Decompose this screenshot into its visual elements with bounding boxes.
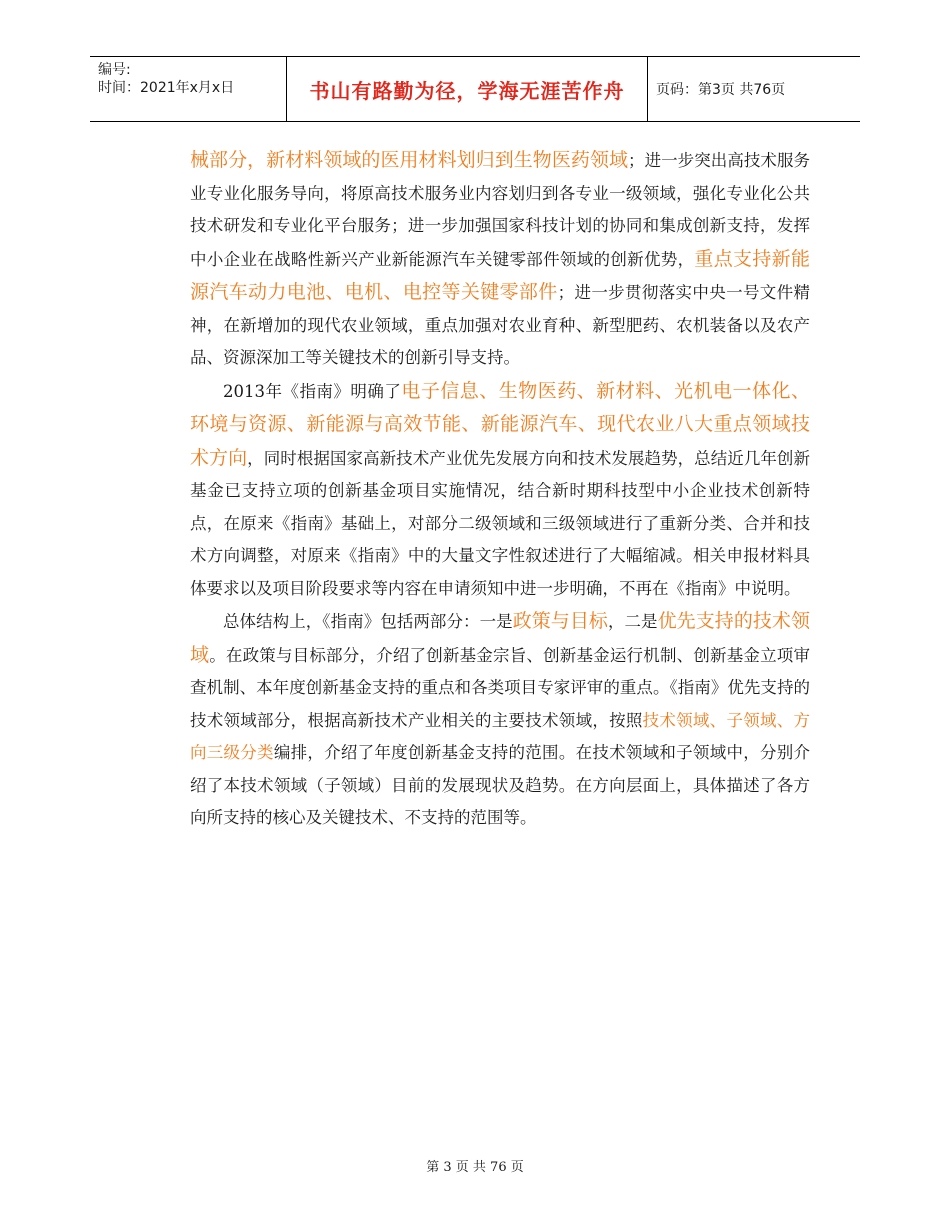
document-number-label: 编号: — [98, 62, 131, 78]
paragraph-2 — [190, 375, 810, 606]
page-footer: 第 3 页 共 76 页 — [426, 1160, 524, 1175]
document-time-label: 时间：2021年x月x日 — [98, 80, 235, 96]
text-segment: 械部分，新材料领域的医用材料划归到生物医药领域 — [190, 149, 629, 171]
text-segment: 总体结构上，《指南》包括两部分：一是 — [223, 612, 513, 631]
text-segment: ，同时根据国家高新技术产业优先发展方向和技术发展趋势，总结近几年创新基金已支持立项的创新基金项目实施情况，结合新时期科技型中小企业技术创新特点，在原来《指南》基础上，对部分二级领域和三级领域进行了重新分类、合并和技术方向调整，对原来《指南》中的大量文字性叙述进行了大幅缩减。相关申报材料具体要求以及项目阶段要求等内容在申请须知中进一步明确，不再在《指南》中说明。 — [190, 448, 810, 598]
header-page-info: 页码：第3页 共76页 — [656, 82, 786, 98]
text-segment: 2013年《指南》明确了 — [223, 381, 402, 401]
header-meta — [90, 57, 286, 121]
text-segment: 优先支持的技术领域 — [190, 610, 810, 666]
text-segment: ，二是 — [607, 612, 658, 631]
document-body — [190, 144, 810, 835]
paragraph-3 — [190, 605, 810, 835]
header-motto: 书山有路勤为径，学海无涯苦作舟 — [286, 57, 648, 121]
text-segment: ；进一步突出高技术服务业专业化服务导向，将原高技术服务业内容划归到各专业一级领域，强化专业化公共技术研发和专业化平台服务；进一步加强国家科技计划的协同和集成创新支持，发挥中小企业在战略性新兴产业新能源汽车关键零部件领域的创新优势， — [190, 151, 810, 269]
page-header — [90, 56, 860, 122]
text-segment: 编排，介绍了年度创新基金支持的范围。在技术领域和子领域中，分别介绍了本技术领域（子领域）目前的发展现状及趋势。在方向层面上，具体描述了各方向所支持的核心及关键技术、不支持的范围等。 — [190, 743, 811, 827]
paragraph-1 — [190, 144, 810, 375]
text-segment: 电子信息、生物医药、新材料、光机电一体化、环境与资源、新能源与高效节能、新能源汽车、现代农业八大重点领域技术方向 — [190, 379, 810, 469]
text-segment: 政策与目标 — [512, 610, 608, 632]
text-segment: 技术领域、子领域、方向三级分类 — [190, 710, 811, 762]
text-segment: ；进一步贯彻落实中央一号文件精神，在新增加的现代农业领域，重点加强对农业育种、新型肥药、农机装备以及农产品、资源深加工等关键技术的创新引导支持。 — [190, 283, 810, 367]
text-segment: 重点支持新能源汽车动力电池、电机、电控等关键零部件 — [190, 247, 810, 303]
text-segment: 。在政策与目标部分，介绍了创新基金宗旨、创新基金运行机制、创新基金立项审查机制、本年度创新基金支持的重点和各类项目专家评审的重点。《指南》优先支持的技术领域部分，根据高新技术产业相关的主要技术领域，按照 — [190, 645, 810, 730]
